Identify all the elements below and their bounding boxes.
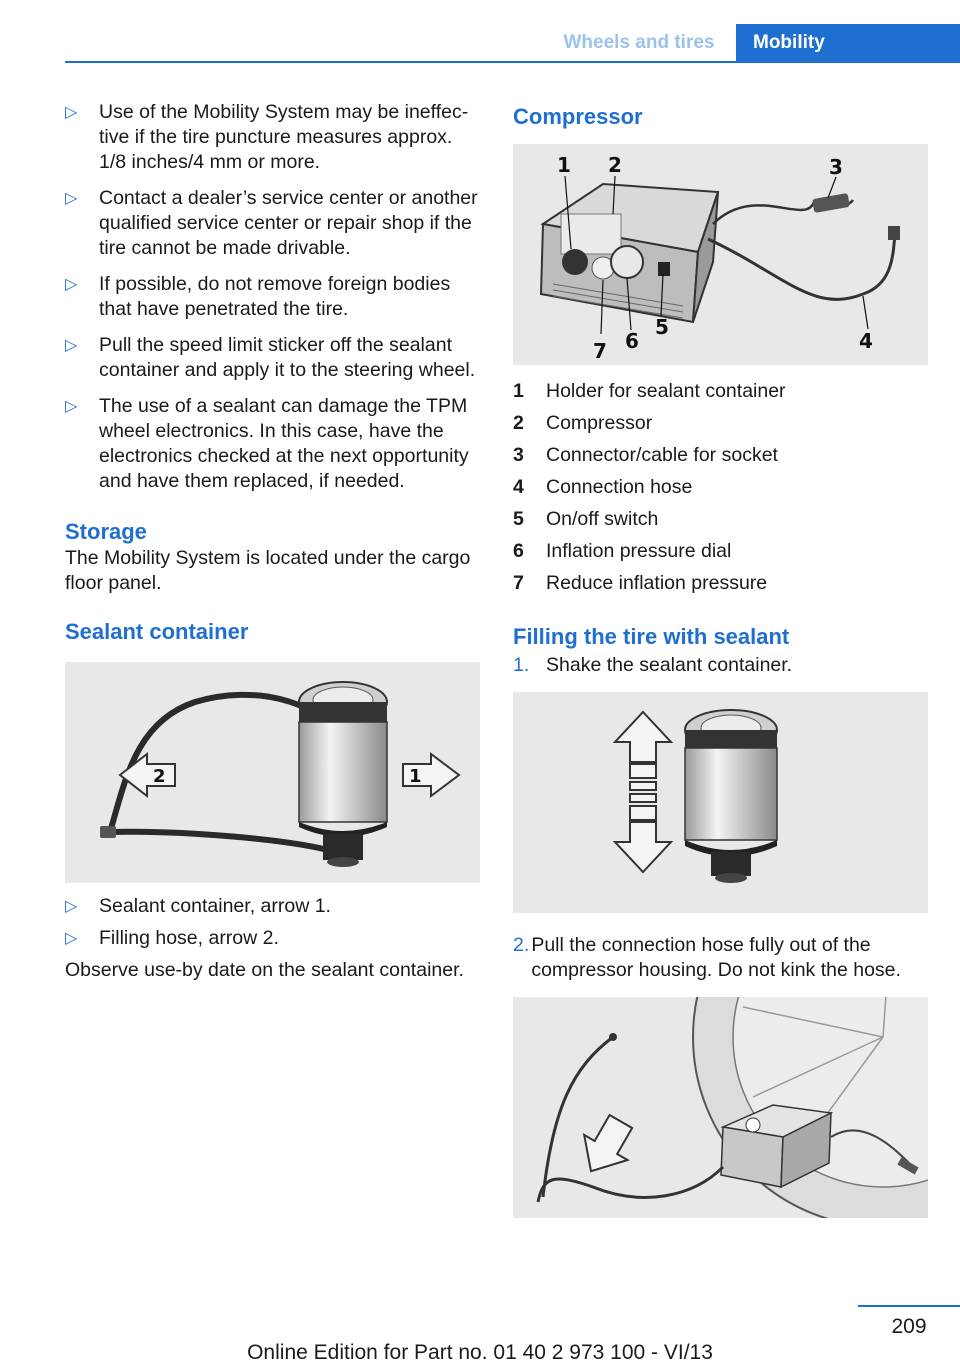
list-item: ▷ Contact a dealer’s service center or another qualified service center or repair shop if the tire cannot be made drivable.	[65, 187, 478, 259]
arrow-label-2: 2	[153, 766, 166, 787]
legend-item: 1 Holder for sealant container	[513, 380, 786, 402]
compressor-illustration	[513, 144, 928, 365]
tab-wheels-and-tires[interactable]: Wheels and tires	[563, 32, 715, 53]
compressor-heading: Compressor	[513, 104, 643, 129]
step-item: 1. Shake the sealant container.	[513, 654, 793, 676]
legend-item: 6 Inflation pressure dial	[513, 540, 732, 562]
legend-item: 5 On/off switch	[513, 508, 659, 530]
sealant-container-figure	[65, 662, 480, 883]
triangle-bullet-icon: ▷	[65, 398, 78, 415]
header-rule	[65, 61, 960, 63]
list-item: ▷ Use of the Mobility System may be ineffective if the tire puncture measures approx. 1/8 inches/4 mm or more.	[65, 101, 469, 173]
triangle-bullet-icon: ▷	[65, 898, 78, 915]
list-item: ▷ Sealant container, arrow 1.	[65, 895, 331, 917]
triangle-bullet-icon: ▷	[65, 337, 78, 354]
page-number: 209	[891, 1315, 927, 1338]
left-column	[65, 100, 480, 983]
list-item: ▷ Filling hose, arrow 2.	[65, 927, 279, 949]
right-column	[513, 100, 928, 1218]
sealant-heading: Sealant container	[65, 619, 249, 644]
storage-text: The Mobility System is located under the cargo floor panel.	[65, 547, 471, 594]
shake-container-illustration	[513, 692, 928, 913]
callout-2: 2	[608, 153, 622, 177]
list-item: ▷ The use of a sealant can damage the TPM wheel electronics. In this case, have the electronics checked at the next opportunity and have them replaced, if needed.	[65, 395, 469, 492]
callout-5: 5	[655, 315, 669, 339]
legend-item: 3 Connector/cable for socket	[513, 444, 778, 466]
precautions-list	[65, 100, 480, 494]
list-item: ▷ Pull the speed limit sticker off the sealant container and apply it to the steering wheel.	[65, 334, 476, 381]
filling-steps-2	[513, 933, 928, 983]
arrow-label-1: 1	[409, 766, 422, 787]
tab-mobility[interactable]: Mobility	[736, 24, 960, 63]
connection-hose-figure	[513, 997, 928, 1218]
callout-6: 6	[625, 329, 639, 353]
storage-heading: Storage	[65, 519, 147, 544]
sealant-parts-list	[65, 894, 480, 951]
filling-heading: Filling the tire with sealant	[513, 624, 790, 649]
filling-steps-1	[513, 653, 928, 678]
callout-4: 4	[859, 329, 873, 353]
callout-3: 3	[829, 155, 843, 179]
compressor-legend	[513, 375, 928, 599]
compressor-figure	[513, 144, 928, 365]
shake-container-figure	[513, 692, 928, 913]
step-item: 2. Pull the connection hose fully out of the compressor housing. Do not kink the hose.	[513, 934, 901, 981]
callout-7: 7	[593, 339, 607, 363]
triangle-bullet-icon: ▷	[65, 930, 78, 947]
edition-footer: Online Edition for Part no. 01 40 2 973 100 - VI/13	[247, 1341, 713, 1362]
connection-hose-illustration	[513, 997, 928, 1218]
triangle-bullet-icon: ▷	[65, 276, 78, 293]
triangle-bullet-icon: ▷	[65, 190, 78, 207]
sealant-container-illustration	[65, 662, 480, 883]
callout-1: 1	[557, 153, 571, 177]
list-item: ▷ If possible, do not remove foreign bodies that have penetrated the tire.	[65, 273, 451, 320]
triangle-bullet-icon: ▷	[65, 104, 78, 121]
use-by-note: Observe use-by date on the sealant container.	[65, 959, 464, 981]
legend-item: 7 Reduce inflation pressure	[513, 572, 768, 594]
page-number-rule	[858, 1305, 960, 1307]
legend-item: 4 Connection hose	[513, 476, 693, 498]
legend-item: 2 Compressor	[513, 412, 653, 434]
